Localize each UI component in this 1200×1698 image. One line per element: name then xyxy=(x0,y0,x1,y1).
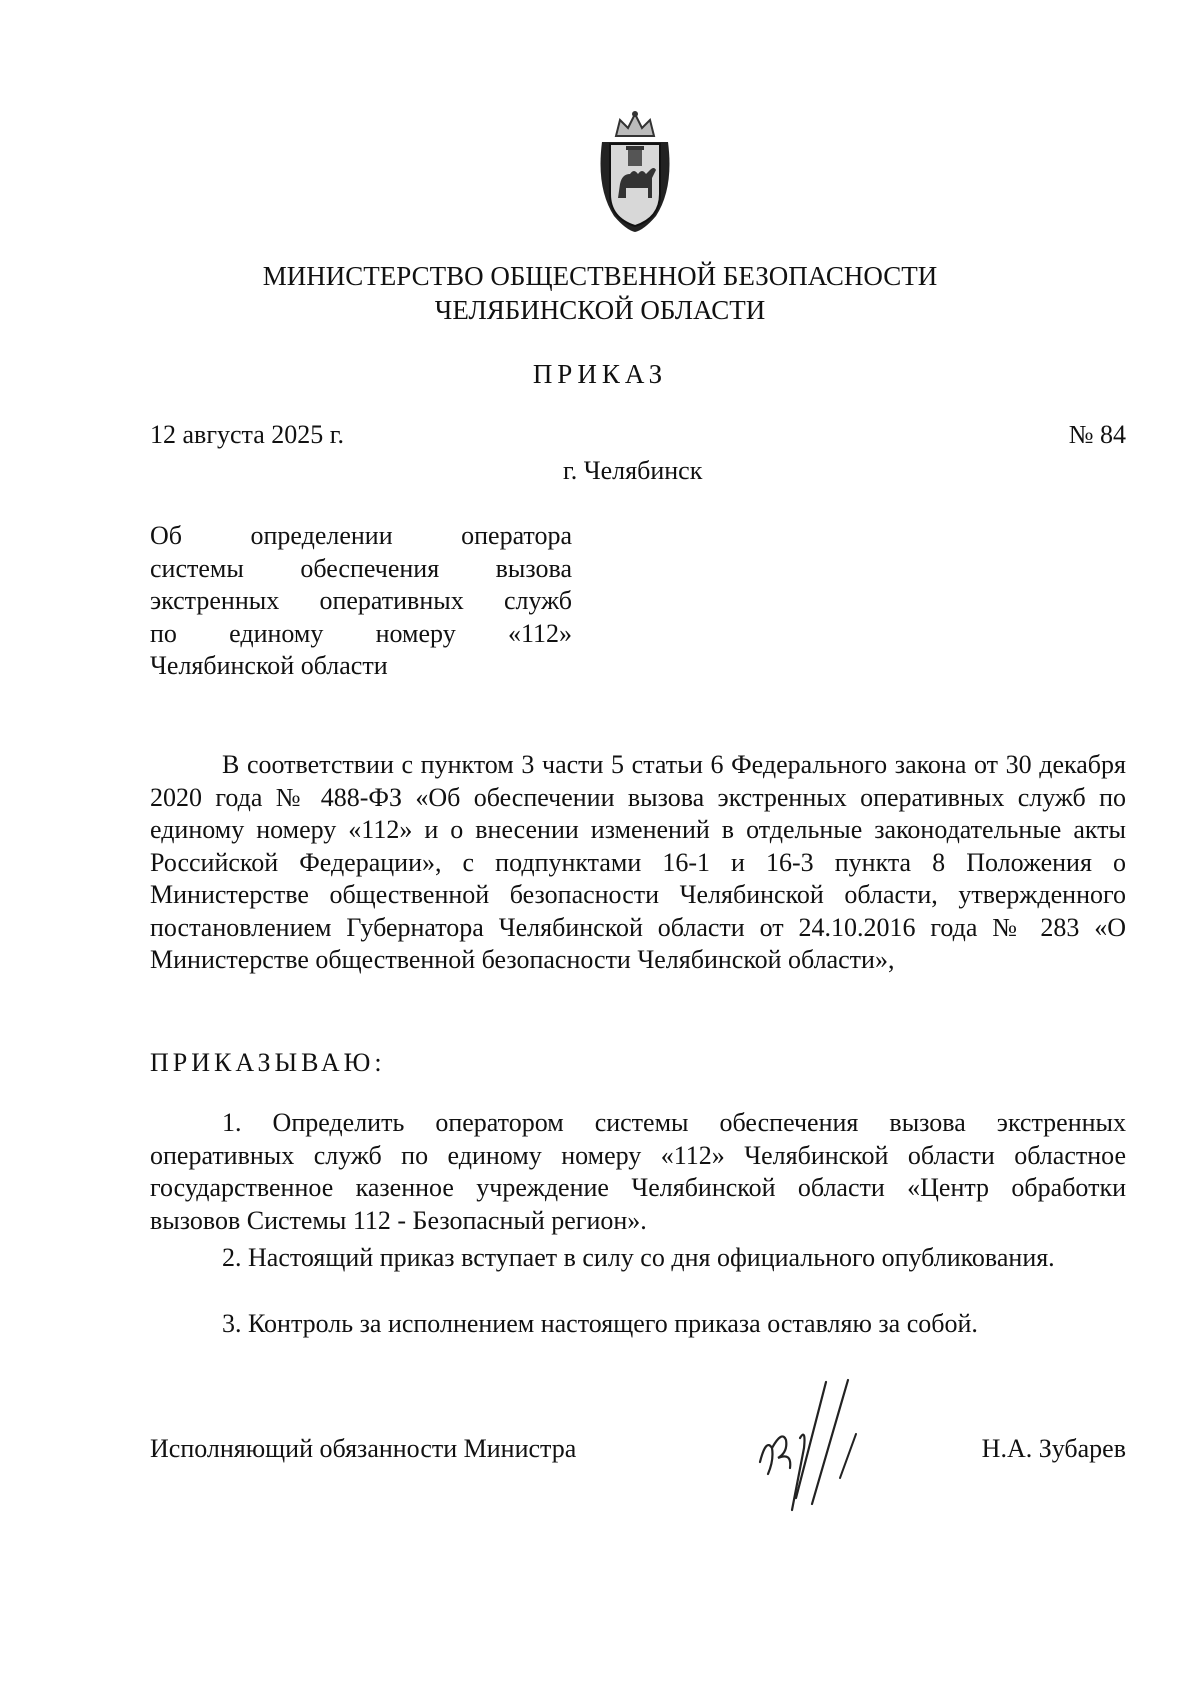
ministry-name-line2: ЧЕЛЯБИНСКОЙ ОБЛАСТИ xyxy=(434,295,766,325)
decree-heading: ПРИКАЗЫВАЮ: xyxy=(150,1048,386,1077)
document-subject xyxy=(150,520,572,683)
subject-line: экстренных оперативных служб xyxy=(150,586,572,615)
preamble-paragraph: В соответствии с пунктом 3 части 5 статьи 6 Федерального закона от 30 декабря 2020 года № 488-ФЗ «Об обеспечении вызова экстренных оперативных служб по единому номеру «112» и о внесении изменений в отдельные законодательные акты Российской Федерации», с подпунктами 16-1 и 16-3 пункта 8 Положения о Министерстве общественной безопасности Челябинской области, утвержденного постановлением Губернатора Челябинской области от 24.10.2016 года № 283 «О Министерстве общественной безопасности Челябинской области», xyxy=(150,750,1126,974)
document-type: ПРИКАЗ xyxy=(532,359,668,389)
ministry-name-line1: МИНИСТЕРСТВО ОБЩЕСТВЕННОЙ БЕЗОПАСНОСТИ xyxy=(262,261,938,291)
document-date: 12 августа 2025 г. xyxy=(150,420,344,449)
signatory-role: Исполняющий обязанности Министра xyxy=(150,1434,577,1463)
order-item-1: 1. Определить оператором системы обеспечения вызова экстренных оперативных служб по единому номеру «112» Челябинской области областное государственное казенное учреждение Челябинской области «Центр обработки вызовов Системы 112 - Безопасный регион». xyxy=(150,1108,1126,1235)
order-item-2: 2. Настоящий приказ вступает в силу со дня официального опубликования. xyxy=(222,1243,1055,1272)
coat-of-arms-icon xyxy=(586,108,684,236)
signatory-name: Н.А. Зубарев xyxy=(981,1434,1126,1463)
order-item-3: 3. Контроль за исполнением настоящего приказа оставляю за собой. xyxy=(222,1309,978,1338)
handwritten-signature-icon xyxy=(752,1378,902,1518)
document-city: г. Челябинск xyxy=(563,456,703,485)
subject-line: Челябинской области xyxy=(150,651,388,680)
subject-line: Об определении оператора xyxy=(150,521,572,550)
subject-line: системы обеспечения вызова xyxy=(150,553,572,583)
document-number: № 84 xyxy=(1068,420,1126,449)
subject-line: по единому номеру «112» xyxy=(150,618,572,648)
